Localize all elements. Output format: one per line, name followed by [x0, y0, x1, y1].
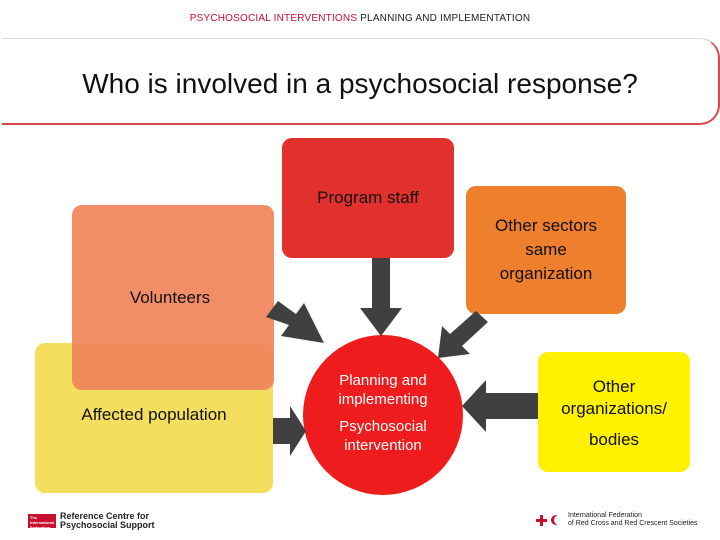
red-crescent-icon	[554, 515, 564, 525]
header-accent: PSYCHOSOCIAL INTERVENTIONS	[189, 13, 358, 24]
volunteers-label: Volunteers	[129, 288, 211, 307]
other-orgs-line: Other	[592, 377, 636, 396]
arrow-from-affected-population	[273, 406, 306, 456]
arrow-from-other-sectors	[438, 311, 488, 358]
reference-centre-line: Psychosocial Support	[60, 520, 155, 530]
center-label-bottom	[313, 417, 453, 455]
center-label-top	[313, 371, 453, 409]
program-staff-label: Program staff	[317, 188, 419, 207]
center-line: Psychosocial	[339, 418, 427, 435]
center-line: implementing	[338, 391, 428, 408]
red-cross-icon	[536, 515, 547, 526]
page-title: Who is involved in a psychosocial response?	[82, 68, 638, 99]
ifrc-text	[568, 512, 698, 528]
ifrc-line: International Federation	[568, 512, 642, 519]
center-line: Planning and	[339, 372, 427, 389]
arrow-from-other-organizations	[462, 380, 538, 432]
other-sectors-label	[466, 214, 626, 286]
affected-population-label: Affected population	[81, 405, 227, 424]
ifrc-line: of Red Cross and Red Crescent Societies	[568, 520, 698, 527]
other-sectors-line: same	[525, 240, 567, 259]
reference-centre-text	[60, 512, 155, 530]
center-circle	[303, 335, 463, 495]
other-orgs-line: bodies	[588, 430, 640, 449]
center-line: intervention	[344, 437, 422, 454]
other-sectors-line: Other sectors	[494, 216, 598, 235]
other-organizations-label	[538, 376, 690, 451]
other-orgs-line: organizations/	[561, 399, 667, 418]
arrow-from-volunteers	[266, 301, 324, 343]
ifrc-psychosocial-logo-icon: The International Federation	[30, 515, 55, 530]
header-rest: PLANNING AND IMPLEMENTATION	[357, 13, 531, 24]
reference-centre-line: Reference Centre for	[60, 511, 150, 521]
ifrc-logo	[536, 512, 698, 528]
arrow-from-program-staff	[360, 258, 402, 336]
reference-centre-logo	[28, 512, 155, 530]
other-sectors-line: organization	[499, 264, 593, 283]
